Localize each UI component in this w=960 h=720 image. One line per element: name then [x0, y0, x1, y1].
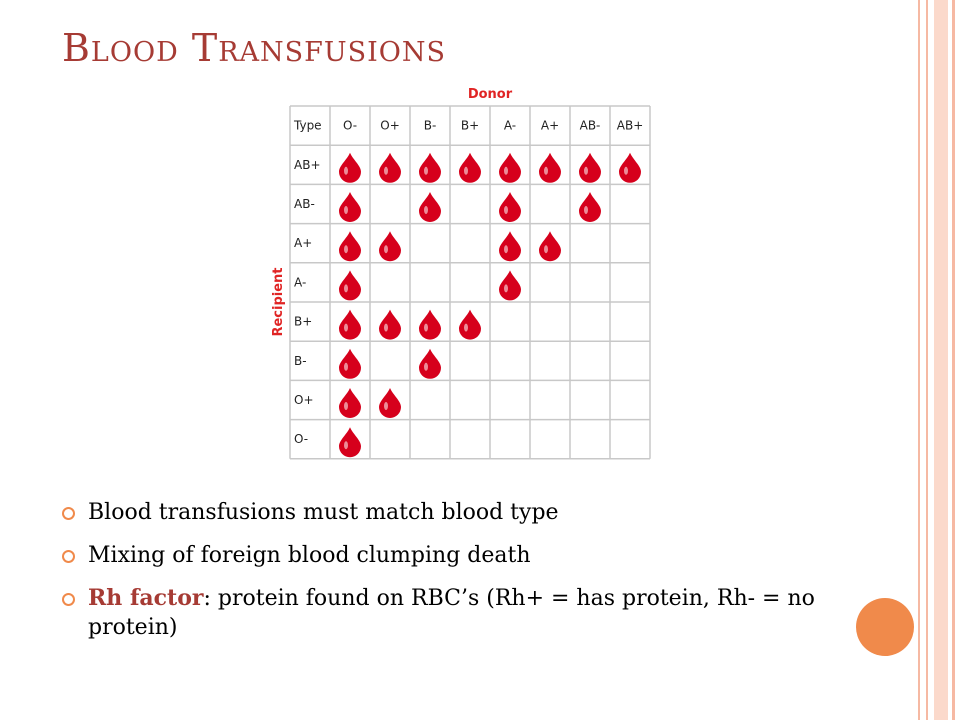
donor-type-label: O-: [342, 118, 358, 133]
blood-drop-icon: [539, 231, 561, 261]
blood-drop-highlight: [464, 324, 468, 332]
blood-drop-icon: [459, 310, 481, 340]
bullet-text: : protein found on RBC’s (Rh+ = has protein, Rh- = no protein): [88, 586, 815, 640]
blood-drop-icon: [339, 231, 361, 261]
bullet-ring-icon: [62, 550, 75, 563]
blood-drop-icon: [619, 153, 641, 183]
recipient-type-label: B+: [294, 314, 313, 329]
blood-drop-highlight: [344, 245, 348, 253]
recipient-type-label: AB-: [294, 197, 315, 211]
blood-drop-highlight: [344, 206, 348, 214]
blood-drop-icon: [379, 388, 401, 418]
frame-rule-band: [934, 0, 948, 720]
blood-drop-icon: [459, 153, 481, 183]
bullet-item-match: [62, 498, 822, 527]
blood-drop-highlight: [384, 167, 388, 175]
bullet-ring-icon: [62, 593, 75, 606]
compatibility-grid: [268, 84, 652, 466]
recipient-axis-label: Recipient: [271, 267, 286, 337]
blood-drop-highlight: [424, 324, 428, 332]
rh-factor-term: Rh factor: [88, 585, 204, 611]
recipient-type-label: AB+: [294, 157, 321, 172]
blood-drop-highlight: [384, 402, 388, 410]
frame-rule-outer: [952, 0, 955, 720]
blood-drop-highlight: [344, 363, 348, 371]
blood-drop-highlight: [344, 284, 348, 292]
blood-drop-icon: [419, 153, 441, 183]
donor-type-label: A+: [540, 118, 560, 133]
corner-label: Type: [294, 118, 322, 133]
blood-drop-highlight: [504, 206, 508, 214]
donor-axis-label: Donor: [467, 87, 513, 102]
blood-drop-icon: [339, 192, 361, 222]
blood-drop-highlight: [424, 167, 428, 175]
blood-drop-highlight: [384, 324, 388, 332]
blood-drop-highlight: [624, 167, 628, 175]
recipient-type-label: B-: [294, 353, 307, 368]
bullet-text-part: Mixing of foreign blood: [88, 543, 357, 568]
bullet-item-mixing: [62, 541, 822, 570]
blood-drop-highlight: [424, 206, 428, 214]
blood-drop-icon: [379, 231, 401, 261]
blood-drop-icon: [379, 310, 401, 340]
bullet-item-rh-factor: [62, 584, 822, 642]
blood-drop-icon: [339, 427, 361, 457]
blood-drop-highlight: [504, 245, 508, 253]
blood-drop-highlight: [584, 206, 588, 214]
frame-rule-inner-right: [926, 0, 928, 720]
blood-drop-icon: [539, 153, 561, 183]
recipient-type-label: O+: [294, 393, 314, 407]
bullet-list: [62, 498, 822, 656]
blood-drop-icon: [499, 231, 521, 261]
bullet-text: Blood transfusions must match blood type: [88, 500, 559, 525]
donor-type-label: B-: [423, 118, 437, 133]
donor-type-label: A-: [503, 118, 517, 133]
blood-drop-highlight: [344, 441, 348, 449]
blood-drop-highlight: [504, 284, 508, 292]
blood-drop-icon: [339, 349, 361, 379]
blood-drop-icon: [339, 388, 361, 418]
blood-drop-highlight: [504, 167, 508, 175]
recipient-type-label: A-: [294, 275, 307, 290]
blood-drop-highlight: [424, 363, 428, 371]
blood-drop-highlight: [344, 402, 348, 410]
blood-drop-highlight: [344, 167, 348, 175]
bullet-text-part: death: [467, 543, 531, 568]
blood-drop-icon: [419, 349, 441, 379]
bullet-ring-icon: [62, 507, 75, 520]
donor-type-label: AB-: [579, 118, 601, 133]
blood-drop-icon: [579, 153, 601, 183]
blood-drop-highlight: [344, 324, 348, 332]
frame-rule-inner-left: [918, 0, 920, 720]
recipient-type-label: A+: [294, 236, 313, 251]
blood-drop-highlight: [384, 245, 388, 253]
donor-type-label: B+: [460, 118, 480, 133]
blood-drop-icon: [379, 153, 401, 183]
compatibility-chart: [268, 84, 652, 466]
blood-drop-icon: [419, 310, 441, 340]
blood-drop-icon: [419, 192, 441, 222]
blood-drop-icon: [499, 192, 521, 222]
blood-drop-icon: [499, 153, 521, 183]
bullet-text-part: clumping: [356, 543, 468, 568]
blood-drop-icon: [579, 192, 601, 222]
blood-drop-icon: [339, 310, 361, 340]
blood-drop-icon: [499, 270, 521, 300]
blood-drop-highlight: [584, 167, 588, 175]
blood-drop-highlight: [544, 245, 548, 253]
blood-drop-icon: [339, 270, 361, 300]
recipient-type-label: O-: [294, 432, 309, 447]
blood-drop-highlight: [464, 167, 468, 175]
slide-title: Blood Transfusions: [62, 26, 447, 70]
decorative-orange-circle: [856, 598, 914, 656]
donor-type-label: O+: [380, 118, 400, 133]
donor-type-label: AB+: [616, 118, 644, 133]
blood-drop-icon: [339, 153, 361, 183]
blood-drop-highlight: [544, 167, 548, 175]
